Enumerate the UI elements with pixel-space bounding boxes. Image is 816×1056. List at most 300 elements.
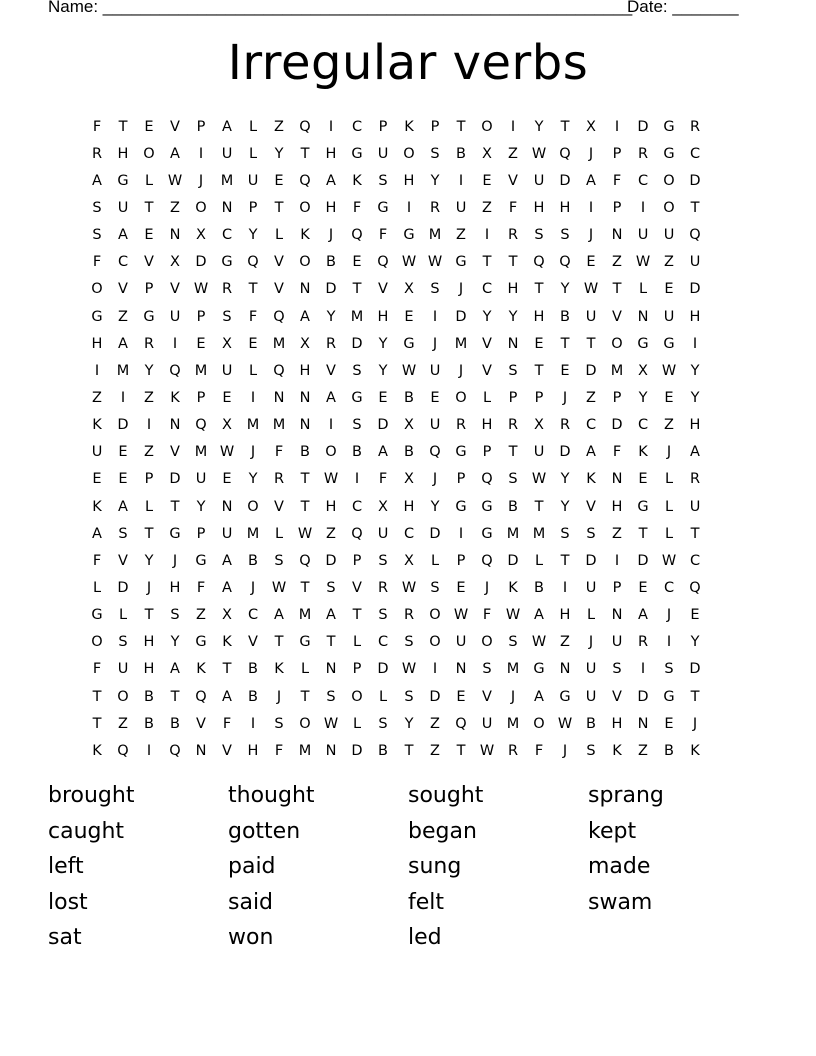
grid-letter: C — [351, 498, 363, 515]
grid-letter: R — [377, 579, 389, 596]
grid-letter: J — [250, 444, 256, 461]
grid-letter: Z — [482, 199, 492, 216]
grid-letter: S — [378, 172, 388, 189]
grid-letter: Y — [248, 227, 258, 244]
grid-letter: P — [534, 389, 544, 406]
grid-letter: T — [560, 552, 570, 569]
grid-letter: Q — [377, 254, 389, 271]
grid-letter: X — [222, 335, 232, 352]
grid-letter: M — [116, 362, 130, 379]
grid-letter: L — [664, 471, 674, 488]
grid-letter: A — [586, 444, 596, 461]
grid-letter: L — [664, 498, 674, 515]
grid-letter: S — [430, 579, 440, 596]
grid-letter: I — [484, 227, 490, 244]
grid-letter: T — [560, 335, 570, 352]
grid-letter: O — [429, 607, 441, 624]
grid-letter: R — [507, 742, 519, 759]
grid-letter: K — [300, 227, 310, 244]
grid-letter: O — [481, 118, 493, 135]
grid-letter: Y — [690, 634, 700, 651]
grid-letter: M — [194, 444, 208, 461]
grid-letter: Q — [429, 444, 441, 461]
grid-letter: T — [534, 498, 544, 515]
grid-letter: U — [91, 444, 103, 461]
grid-letter: W — [661, 362, 677, 379]
grid-letter: N — [507, 335, 519, 352]
grid-letter: J — [432, 471, 438, 488]
grid-letter: E — [248, 335, 258, 352]
grid-letter: X — [638, 362, 648, 379]
grid-letter: E — [378, 389, 388, 406]
grid-letter: J — [172, 552, 178, 569]
grid-letter: X — [222, 417, 232, 434]
grid-letter: Y — [638, 389, 648, 406]
grid-letter: U — [585, 661, 597, 678]
grid-letter: U — [637, 227, 649, 244]
grid-letter: I — [406, 199, 412, 216]
grid-letter: V — [170, 281, 180, 298]
grid-letter: S — [404, 688, 414, 705]
grid-letter: T — [456, 118, 466, 135]
grid-letter: V — [482, 688, 492, 705]
grid-letter: T — [508, 444, 518, 461]
grid-letter: B — [456, 145, 466, 162]
grid-letter: G — [403, 227, 415, 244]
grid-letter: T — [274, 634, 284, 651]
grid-letter: Y — [508, 308, 518, 325]
grid-letter: I — [692, 335, 698, 352]
grid-letter: N — [273, 389, 285, 406]
grid-letter: N — [611, 227, 623, 244]
grid-letter: P — [248, 199, 258, 216]
grid-letter: W — [583, 281, 599, 298]
grid-letter: A — [170, 145, 180, 162]
grid-letter: U — [533, 444, 545, 461]
grid-letter: X — [482, 145, 492, 162]
grid-letter: A — [534, 688, 544, 705]
grid-letter: E — [560, 362, 570, 379]
grid-letter: Y — [144, 362, 154, 379]
page-title: Irregular verbs — [227, 35, 589, 91]
grid-letter: B — [378, 742, 388, 759]
grid-letter: Y — [378, 362, 388, 379]
grid-letter: H — [689, 308, 701, 325]
word-list — [48, 780, 768, 958]
grid-letter: L — [300, 661, 310, 678]
word-search-grid — [84, 113, 708, 764]
grid-letter: L — [274, 525, 284, 542]
grid-letter: D — [637, 688, 649, 705]
grid-letter: P — [196, 389, 206, 406]
grid-letter: P — [456, 471, 466, 488]
grid-letter: G — [403, 335, 415, 352]
grid-letter: O — [195, 199, 207, 216]
grid-letter: N — [325, 661, 337, 678]
grid-letter: D — [429, 688, 441, 705]
grid-letter: C — [637, 172, 649, 189]
grid-letter: Y — [144, 552, 154, 569]
grid-letter: M — [610, 362, 624, 379]
grid-letter: S — [352, 417, 362, 434]
grid-letter: Q — [195, 688, 207, 705]
grid-letter: A — [690, 444, 700, 461]
grid-letter: V — [274, 498, 284, 515]
grid-letter: P — [508, 389, 518, 406]
grid-letter: X — [404, 417, 414, 434]
grid-letter: P — [144, 281, 154, 298]
grid-letter: B — [326, 254, 336, 271]
grid-letter: P — [430, 118, 440, 135]
grid-letter: W — [427, 254, 443, 271]
grid-letter: G — [91, 607, 103, 624]
grid-letter: E — [430, 389, 440, 406]
grid-letter: F — [248, 308, 258, 325]
grid-letter: N — [169, 417, 181, 434]
grid-letter: V — [170, 118, 180, 135]
grid-letter: W — [167, 172, 183, 189]
grid-letter: R — [221, 281, 233, 298]
grid-letter: P — [612, 389, 622, 406]
grid-letter: J — [510, 688, 516, 705]
grid-letter: D — [689, 281, 701, 298]
grid-letter: S — [404, 634, 414, 651]
grid-letter: A — [534, 607, 544, 624]
grid-letter: Q — [299, 172, 311, 189]
grid-letter: U — [663, 227, 675, 244]
grid-letter: A — [378, 444, 388, 461]
grid-letter: S — [508, 634, 518, 651]
grid-letter: Q — [195, 417, 207, 434]
grid-letter: C — [689, 145, 701, 162]
grid-letter: T — [300, 498, 310, 515]
grid-letter: T — [586, 335, 596, 352]
grid-letter: D — [637, 552, 649, 569]
word-list-item: sprang — [588, 783, 664, 808]
grid-letter: T — [690, 688, 700, 705]
grid-letter: D — [585, 552, 597, 569]
grid-letter: H — [403, 498, 415, 515]
grid-letter: G — [195, 552, 207, 569]
grid-letter: T — [300, 471, 310, 488]
grid-letter: F — [196, 579, 206, 596]
grid-letter: X — [404, 281, 414, 298]
grid-letter: F — [222, 715, 232, 732]
grid-letter: U — [169, 308, 181, 325]
grid-letter: O — [455, 389, 467, 406]
word-list-item: sung — [408, 854, 462, 879]
grid-letter: X — [300, 335, 310, 352]
grid-letter: D — [117, 579, 129, 596]
grid-letter: D — [325, 552, 337, 569]
grid-letter: D — [507, 552, 519, 569]
grid-letter: I — [146, 417, 152, 434]
grid-letter: R — [91, 145, 103, 162]
grid-letter: S — [560, 525, 570, 542]
grid-letter: V — [274, 254, 284, 271]
grid-letter: F — [274, 444, 284, 461]
grid-letter: D — [377, 417, 389, 434]
grid-letter: B — [248, 688, 258, 705]
grid-letter: T — [612, 281, 622, 298]
grid-letter: X — [222, 607, 232, 624]
grid-letter: G — [663, 145, 675, 162]
grid-letter: M — [506, 661, 520, 678]
grid-letter: D — [689, 661, 701, 678]
grid-letter: S — [430, 145, 440, 162]
grid-letter: Y — [378, 335, 388, 352]
grid-letter: G — [637, 498, 649, 515]
grid-letter: R — [689, 118, 701, 135]
grid-letter: B — [248, 661, 258, 678]
grid-letter: Q — [559, 145, 571, 162]
grid-letter: A — [222, 118, 232, 135]
grid-letter: G — [221, 254, 233, 271]
grid-letter: P — [482, 444, 492, 461]
grid-letter: L — [638, 281, 648, 298]
grid-letter: Y — [430, 172, 440, 189]
grid-letter: E — [664, 715, 674, 732]
grid-letter: L — [248, 145, 258, 162]
grid-letter: U — [117, 661, 129, 678]
grid-letter: S — [274, 552, 284, 569]
grid-letter: A — [92, 525, 102, 542]
grid-letter: K — [92, 742, 102, 759]
grid-letter: T — [144, 199, 154, 216]
word-list-item: sat — [48, 925, 82, 950]
grid-letter: F — [92, 552, 102, 569]
grid-letter: G — [533, 661, 545, 678]
grid-letter: J — [458, 362, 464, 379]
grid-letter: Y — [404, 715, 414, 732]
grid-letter: C — [637, 417, 649, 434]
grid-letter: E — [352, 254, 362, 271]
word-list-item: thought — [228, 783, 315, 808]
date-field-line[interactable]: Date: _______ — [627, 0, 739, 16]
grid-letter: S — [326, 579, 336, 596]
grid-letter: O — [117, 688, 129, 705]
grid-letter: O — [143, 145, 155, 162]
grid-letter: C — [663, 579, 675, 596]
grid-letter: T — [92, 688, 102, 705]
grid-letter: E — [638, 471, 648, 488]
grid-letter: T — [404, 742, 414, 759]
grid-letter: E — [274, 172, 284, 189]
grid-letter: L — [92, 579, 102, 596]
grid-letter: R — [637, 634, 649, 651]
grid-letter: O — [247, 498, 259, 515]
grid-letter: G — [351, 145, 363, 162]
grid-letter: R — [143, 335, 155, 352]
grid-letter: F — [378, 471, 388, 488]
grid-letter: L — [378, 688, 388, 705]
grid-letter: C — [403, 525, 415, 542]
grid-letter: L — [482, 389, 492, 406]
grid-letter: R — [403, 607, 415, 624]
grid-letter: U — [221, 525, 233, 542]
grid-letter: E — [222, 471, 232, 488]
grid-letter: T — [690, 199, 700, 216]
grid-letter: T — [534, 362, 544, 379]
grid-letter: V — [612, 308, 622, 325]
grid-letter: O — [299, 199, 311, 216]
grid-letter: M — [506, 525, 520, 542]
grid-letter: G — [91, 308, 103, 325]
grid-letter: M — [506, 715, 520, 732]
grid-letter: T — [170, 688, 180, 705]
grid-letter: U — [117, 199, 129, 216]
word-list-item: sought — [408, 783, 484, 808]
grid-letter: S — [118, 525, 128, 542]
grid-letter: I — [562, 579, 568, 596]
grid-letter: E — [222, 389, 232, 406]
grid-letter: S — [430, 281, 440, 298]
grid-letter: O — [91, 634, 103, 651]
grid-letter: Z — [612, 525, 622, 542]
grid-letter: F — [378, 227, 388, 244]
grid-letter: Z — [170, 199, 180, 216]
grid-letter: Z — [92, 389, 102, 406]
word-list-item: began — [408, 818, 477, 844]
grid-letter: J — [562, 389, 568, 406]
grid-letter: R — [637, 145, 649, 162]
grid-letter: O — [663, 172, 675, 189]
grid-letter: Z — [586, 389, 596, 406]
grid-letter: M — [532, 525, 546, 542]
grid-letter: S — [326, 688, 336, 705]
grid-letter: G — [377, 199, 389, 216]
grid-letter: T — [690, 525, 700, 542]
grid-letter: Z — [508, 145, 518, 162]
grid-letter: J — [328, 227, 334, 244]
word-list-item: lost — [48, 889, 88, 915]
grid-letter: P — [352, 661, 362, 678]
grid-letter: O — [299, 715, 311, 732]
grid-letter: U — [611, 634, 623, 651]
grid-letter: D — [637, 118, 649, 135]
grid-letter: V — [378, 281, 388, 298]
grid-letter: H — [559, 199, 571, 216]
grid-letter: J — [666, 444, 672, 461]
grid-letter: C — [221, 227, 233, 244]
grid-letter: H — [299, 362, 311, 379]
grid-letter: E — [456, 579, 466, 596]
grid-letter: F — [612, 444, 622, 461]
grid-letter: A — [170, 661, 180, 678]
word-list-item: led — [408, 925, 442, 950]
grid-letter: Z — [144, 444, 154, 461]
grid-letter: H — [559, 607, 571, 624]
grid-letter: U — [585, 688, 597, 705]
grid-letter: S — [612, 661, 622, 678]
grid-letter: W — [323, 715, 339, 732]
grid-letter: D — [351, 335, 363, 352]
grid-letter: J — [458, 281, 464, 298]
grid-letter: Y — [196, 498, 206, 515]
grid-letter: L — [430, 552, 440, 569]
grid-letter: D — [611, 417, 623, 434]
grid-letter: O — [91, 281, 103, 298]
grid-letter: A — [118, 227, 128, 244]
grid-letter: V — [612, 688, 622, 705]
grid-letter: R — [559, 417, 571, 434]
grid-letter: M — [272, 417, 286, 434]
grid-letter: T — [222, 661, 232, 678]
grid-letter: L — [144, 172, 154, 189]
grid-letter: W — [323, 471, 339, 488]
grid-letter: X — [404, 552, 414, 569]
grid-letter: W — [531, 634, 547, 651]
grid-letter: B — [404, 389, 414, 406]
grid-letter: Y — [534, 118, 544, 135]
grid-letter: J — [692, 715, 698, 732]
word-list-item: made — [588, 854, 651, 879]
grid-letter: G — [637, 335, 649, 352]
grid-letter: A — [222, 579, 232, 596]
grid-letter: H — [507, 281, 519, 298]
name-field-line[interactable]: Name: ________________________________________________________ — [48, 0, 633, 16]
grid-letter: P — [196, 308, 206, 325]
grid-letter: I — [146, 742, 152, 759]
grid-letter: E — [534, 335, 544, 352]
word-list-item: won — [228, 925, 274, 950]
grid-letter: L — [144, 498, 154, 515]
word-list-item: gotten — [228, 818, 301, 844]
grid-letter: E — [586, 254, 596, 271]
grid-letter: W — [661, 552, 677, 569]
grid-letter: V — [508, 172, 518, 189]
grid-letter: W — [479, 742, 495, 759]
grid-letter: T — [118, 118, 128, 135]
grid-letter: T — [638, 525, 648, 542]
grid-letter: G — [351, 389, 363, 406]
grid-letter: B — [248, 552, 258, 569]
grid-letter: N — [221, 498, 233, 515]
grid-letter: Z — [196, 607, 206, 624]
grid-letter: V — [170, 444, 180, 461]
word-list-item: swam — [588, 889, 653, 915]
grid-letter: T — [144, 607, 154, 624]
grid-letter: S — [482, 661, 492, 678]
word-list-item: kept — [588, 818, 637, 844]
grid-letter: K — [352, 172, 362, 189]
grid-letter: H — [117, 145, 129, 162]
grid-letter: N — [325, 742, 337, 759]
grid-letter: K — [404, 118, 414, 135]
grid-letter: F — [534, 742, 544, 759]
grid-letter: E — [144, 118, 154, 135]
grid-letter: B — [144, 715, 154, 732]
grid-letter: U — [221, 145, 233, 162]
grid-letter: T — [170, 498, 180, 515]
grid-letter: Y — [560, 471, 570, 488]
grid-letter: V — [482, 362, 492, 379]
grid-letter: R — [455, 417, 467, 434]
grid-letter: S — [118, 634, 128, 651]
grid-letter: A — [326, 389, 336, 406]
grid-letter: J — [666, 607, 672, 624]
grid-letter: T — [534, 281, 544, 298]
grid-letter: K — [222, 634, 232, 651]
grid-letter: H — [533, 308, 545, 325]
grid-letter: U — [533, 172, 545, 189]
grid-letter: D — [325, 281, 337, 298]
grid-letter: U — [689, 498, 701, 515]
grid-letter: Y — [170, 634, 180, 651]
grid-letter: D — [169, 471, 181, 488]
grid-letter: X — [534, 417, 544, 434]
grid-letter: S — [586, 525, 596, 542]
